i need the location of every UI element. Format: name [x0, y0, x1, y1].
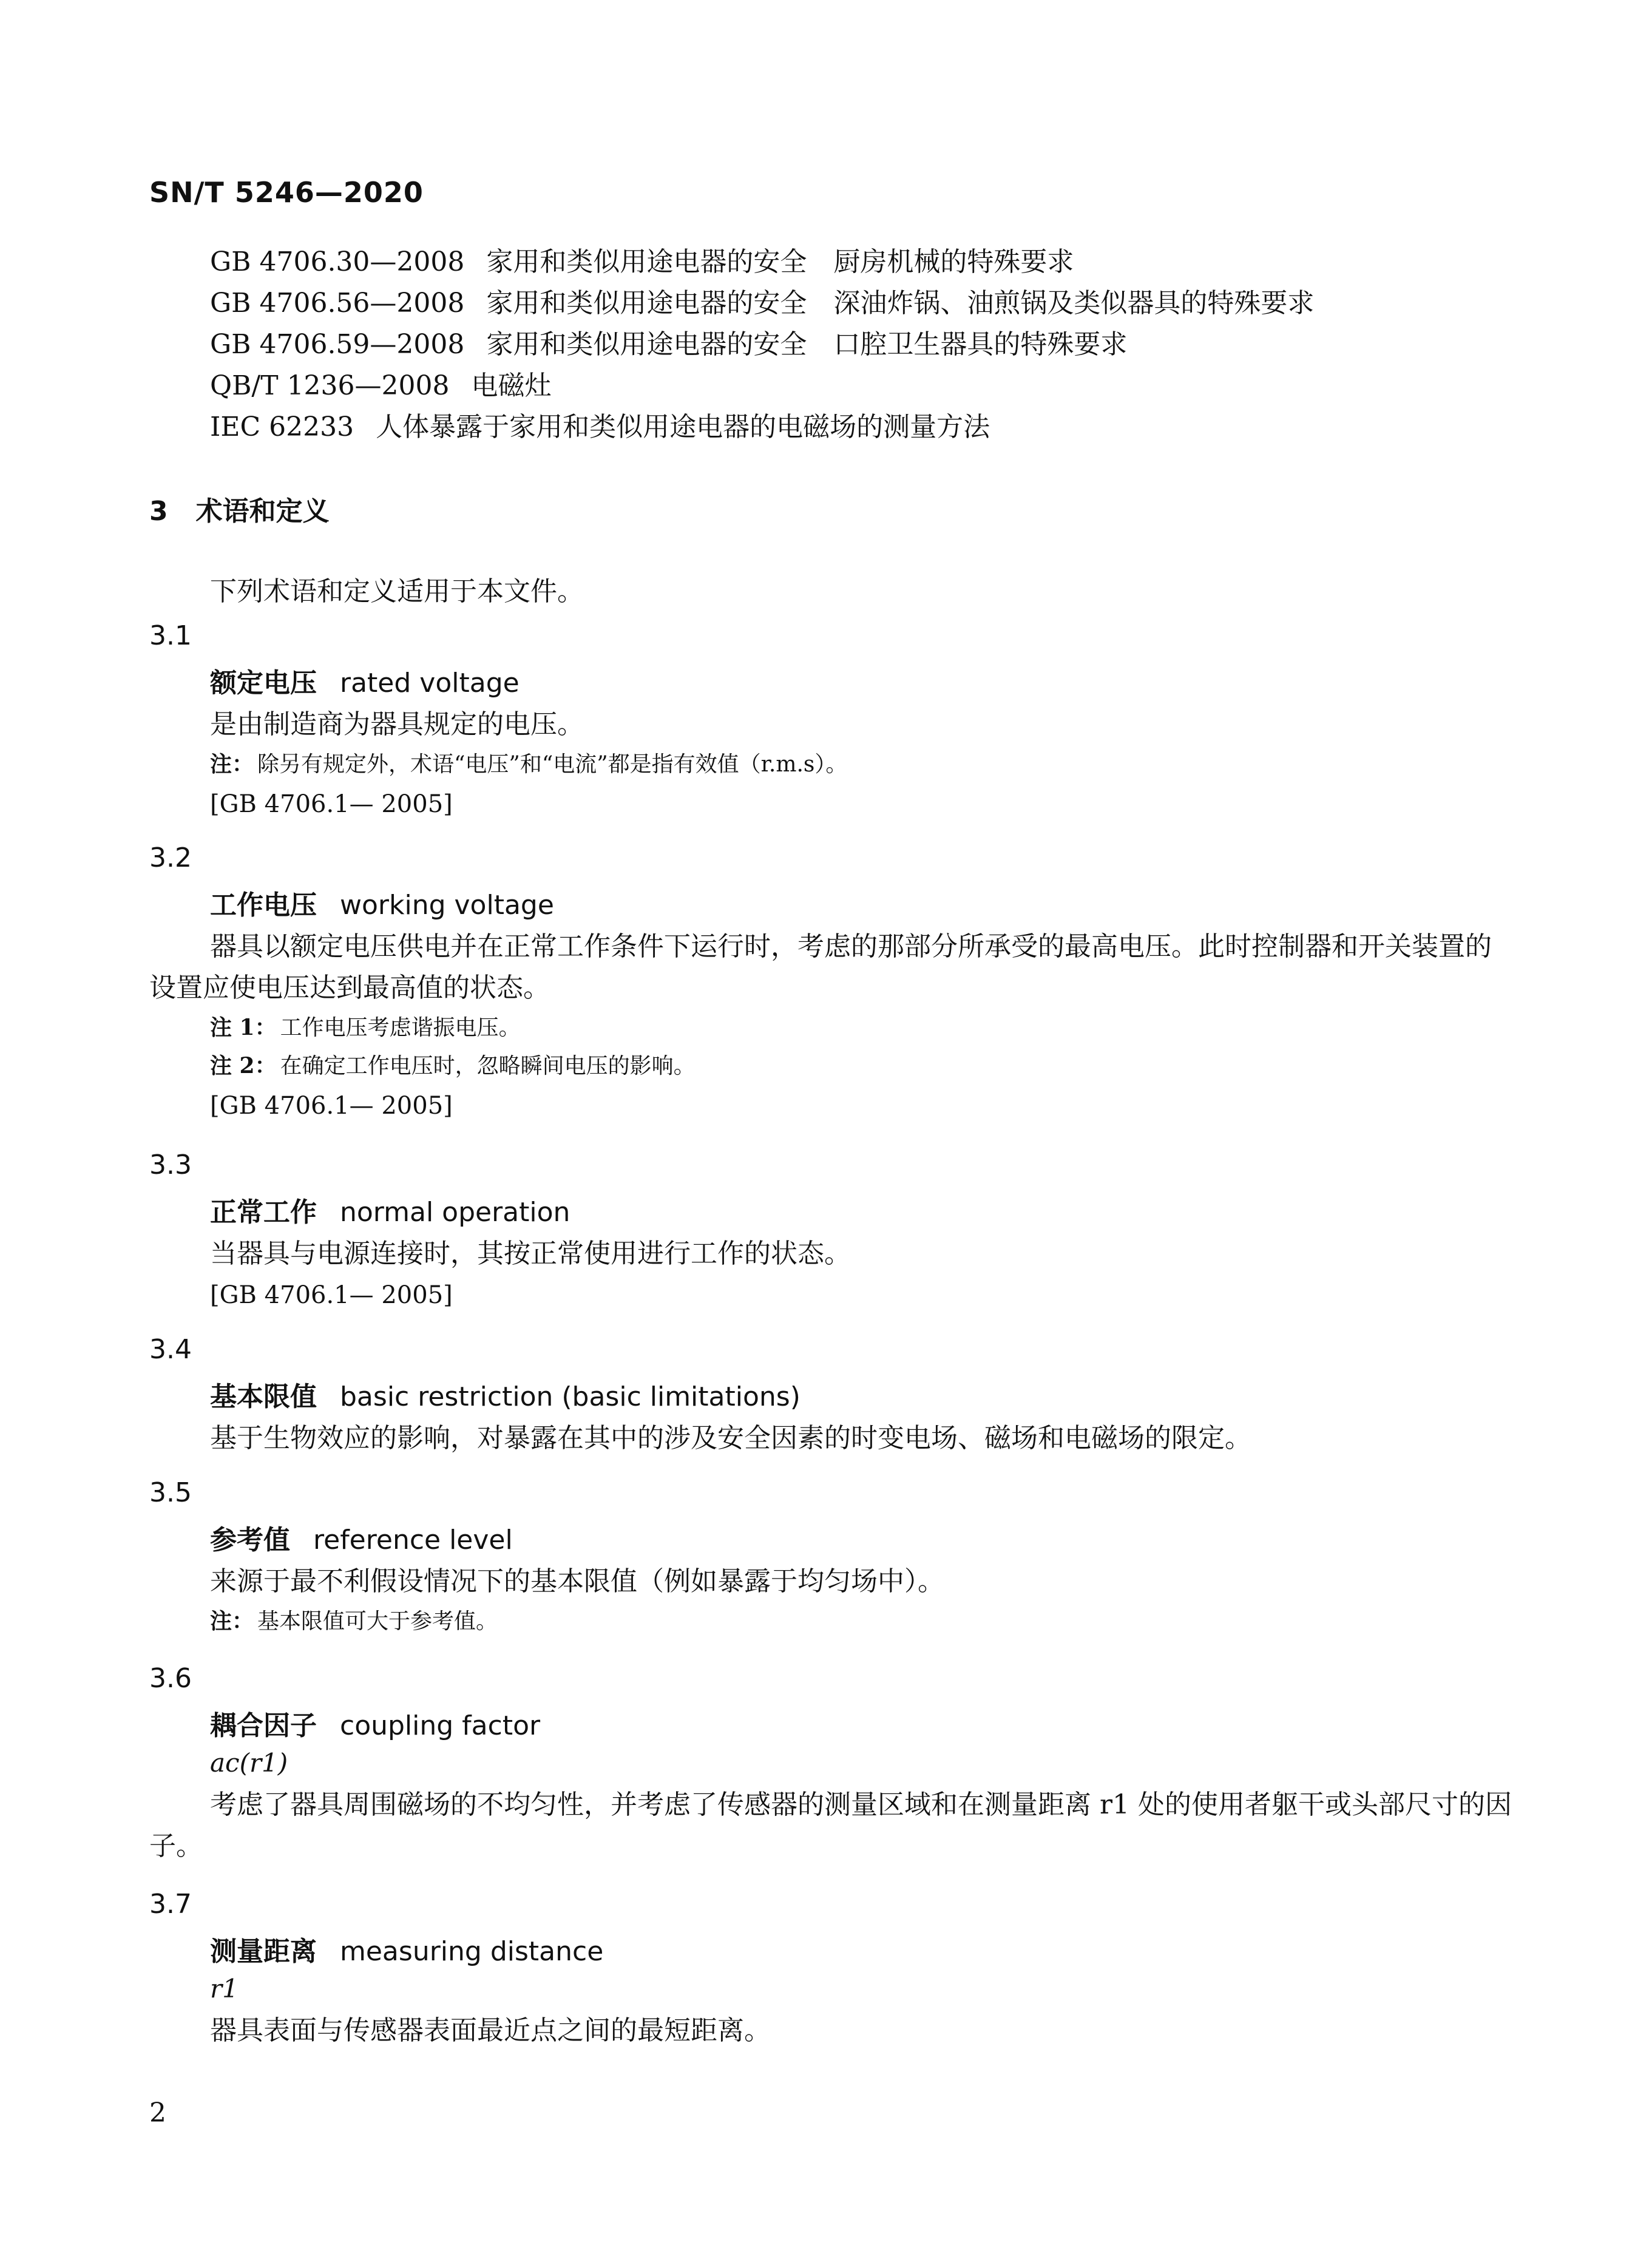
entry-term: [210, 1708, 1515, 1744]
term-entry: [149, 1886, 1515, 2051]
entry-term: [210, 1194, 1515, 1231]
reference-subtitle: 厨房机械的特殊要求: [833, 246, 1074, 277]
reference-title: 家用和类似用途电器的安全: [486, 246, 807, 277]
reference-subtitle: 口腔卫生器具的特殊要求: [833, 329, 1128, 360]
term-entry: [149, 1475, 1515, 1641]
term-english: reference level: [313, 1525, 513, 1556]
section-intro: 下列术语和定义适用于本文件。: [210, 576, 584, 607]
entry-source: [GB 4706.1— 2005]: [210, 790, 453, 818]
term-chinese: 耦合因子: [210, 1710, 317, 1741]
section-title: 术语和定义: [195, 496, 330, 527]
note-text: 工作电压考虑谐振电压。: [280, 1015, 521, 1040]
entry-definition: 当器具与电源连接时，其按正常使用进行工作的状态。: [210, 1238, 851, 1269]
term-english: coupling factor: [340, 1710, 541, 1741]
entry-note: [210, 1047, 1515, 1085]
entry-number: 3.4: [149, 1334, 192, 1365]
note-label: 注 2：: [210, 1053, 277, 1078]
reference-title: 人体暴露于家用和类似用途电器的电磁场的测量方法: [376, 411, 990, 442]
reference-code: GB 4706.59—2008: [210, 329, 465, 360]
term-entry: [149, 1332, 1515, 1459]
note-text: 除另有规定外，术语“电压”和“电流”都是指有效值（r.m.s）。: [257, 752, 848, 777]
term-english: normal operation: [340, 1197, 570, 1228]
entry-symbol: r1: [210, 1974, 239, 2003]
term-entry: [149, 840, 1515, 1126]
entry-term: [210, 1934, 1515, 1970]
reference-code: IEC 62233: [210, 411, 354, 442]
note-label: 注：: [210, 751, 254, 777]
entry-source: [GB 4706.1— 2005]: [210, 1092, 453, 1120]
term-english: basic restriction (basic limitations): [340, 1381, 801, 1412]
entry-number: 3.5: [149, 1477, 192, 1508]
entry-number: 3.1: [149, 620, 192, 651]
term-chinese: 参考值: [210, 1525, 290, 1556]
entry-note: [210, 1602, 1515, 1641]
reference-code: QB/T 1236—2008: [210, 370, 450, 401]
reference-title: 家用和类似用途电器的安全: [486, 288, 807, 319]
reference-code: GB 4706.30—2008: [210, 246, 465, 277]
reference-title: 电磁灶: [471, 370, 552, 401]
document-id: SN/T 5246—2020: [149, 176, 424, 209]
note-text: 基本限值可大于参考值。: [257, 1609, 498, 1634]
reference-item: [210, 365, 1314, 407]
section-heading: [149, 489, 330, 528]
entry-definition: 是由制造商为器具规定的电压。: [210, 709, 584, 740]
entry-number: 3.2: [149, 842, 192, 873]
normative-references-list: [210, 242, 1314, 448]
entry-definition: 器具表面与传感器表面最近点之间的最短距离。: [210, 2015, 771, 2046]
reference-subtitle: 深油炸锅、油煎锅及类似器具的特殊要求: [833, 288, 1315, 319]
entry-definition: 考虑了器具周围磁场的不均匀性，并考虑了传感器的测量区域和在测量距离 r1 处的使用者躯干或头部尺寸的因子。: [149, 1789, 1512, 1861]
entry-number: 3.3: [149, 1150, 192, 1180]
note-label: 注：: [210, 1608, 254, 1634]
reference-item: [210, 407, 1314, 448]
reference-item: [210, 242, 1314, 283]
term-chinese: 工作电压: [210, 890, 317, 921]
entry-definition: 来源于最不利假设情况下的基本限值（例如暴露于均匀场中）。: [210, 1566, 944, 1597]
term-entry: [149, 618, 1515, 825]
reference-item: [210, 283, 1314, 324]
entry-source: [GB 4706.1— 2005]: [210, 1281, 453, 1309]
entry-definition: 基于生物效应的影响，对暴露在其中的涉及安全因素的时变电场、磁场和电磁场的限定。: [210, 1423, 1251, 1454]
term-chinese: 额定电压: [210, 668, 317, 699]
reference-item: [210, 324, 1314, 365]
entry-term: [210, 1522, 1515, 1559]
term-chinese: 测量距离: [210, 1936, 317, 1967]
section-number: 3: [149, 496, 168, 527]
entry-note: [210, 745, 1515, 784]
term-chinese: 基本限值: [210, 1381, 317, 1412]
term-entry: [149, 1147, 1515, 1316]
entry-term: [210, 665, 1515, 702]
entry-note: [210, 1009, 1515, 1047]
reference-code: GB 4706.56—2008: [210, 288, 465, 319]
entry-term: [210, 887, 1515, 924]
term-chinese: 正常工作: [210, 1197, 317, 1228]
entry-number: 3.6: [149, 1663, 192, 1694]
page-number: 2: [149, 2098, 166, 2128]
entry-definition: 器具以额定电压供电并在正常工作条件下运行时，考虑的那部分所承受的最高电压。此时控制器和开关装置的设置应使电压达到最高值的状态。: [149, 931, 1492, 1003]
term-english: working voltage: [340, 890, 554, 921]
entry-term: [210, 1379, 1515, 1415]
reference-title: 家用和类似用途电器的安全: [486, 329, 807, 360]
note-label: 注 1：: [210, 1015, 277, 1040]
entry-number: 3.7: [149, 1889, 192, 1920]
term-entry: [149, 1661, 1515, 1867]
term-english: rated voltage: [340, 668, 520, 699]
term-english: measuring distance: [340, 1936, 604, 1967]
entry-symbol: ac(r1): [210, 1748, 288, 1778]
note-text: 在确定工作电压时，忽略瞬间电压的影响。: [280, 1054, 696, 1078]
